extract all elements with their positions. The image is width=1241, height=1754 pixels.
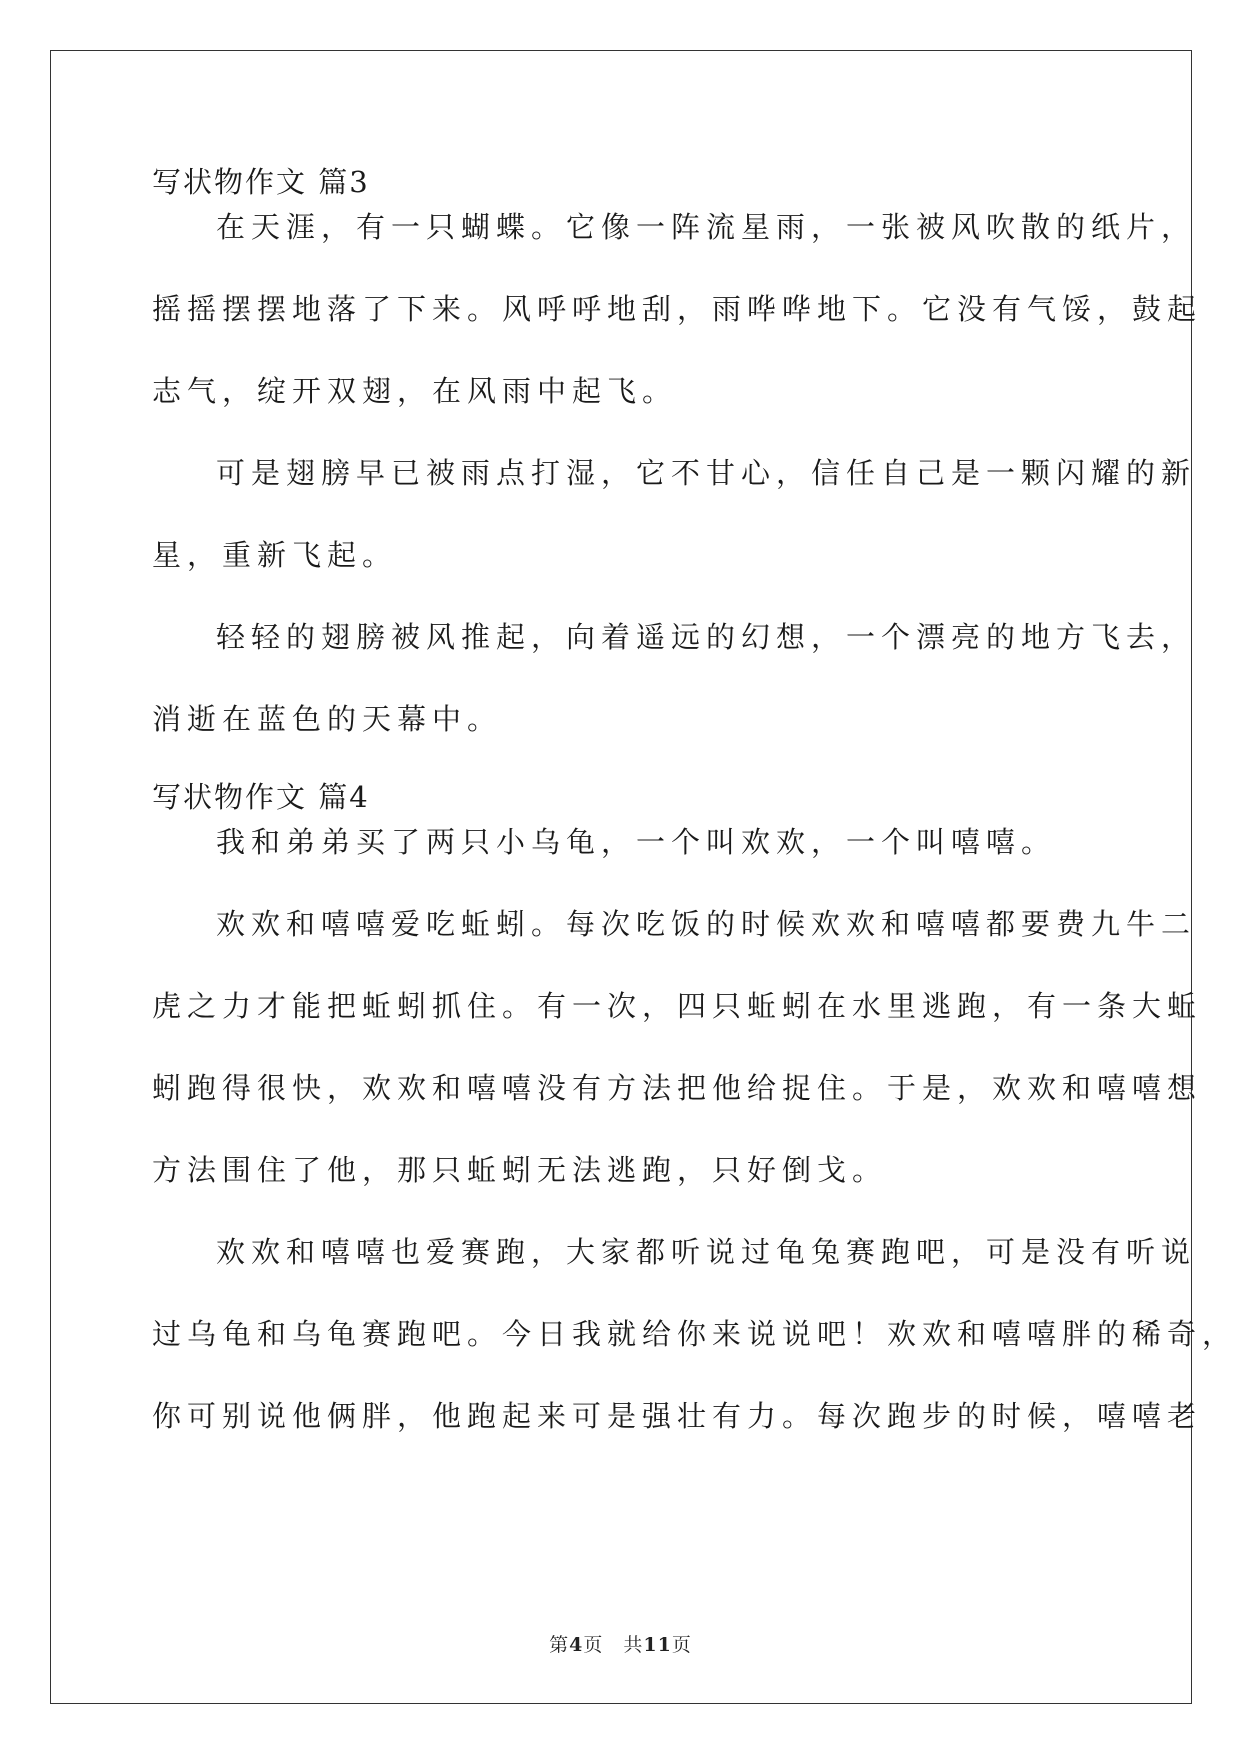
paragraph-line: 欢欢和嘻嘻爱吃蚯蚓。每次吃饭的时候欢欢和嘻嘻都要费九牛二	[216, 907, 1197, 941]
document-body	[152, 165, 1238, 1478]
paragraph-line: 蚓跑得很快，欢欢和嘻嘻没有方法把他给捉住。于是，欢欢和嘻嘻想	[152, 1071, 1203, 1105]
paragraph-line: 在天涯，有一只蝴蝶。它像一阵流星雨，一张被风吹散的纸片，	[216, 210, 1197, 244]
current-page-number: 4	[569, 1634, 584, 1656]
paragraph-line: 摇摇摆摆地落了下来。风呼呼地刮，雨哗哗地下。它没有气馁，鼓起	[152, 292, 1203, 326]
paragraph-line: 欢欢和嘻嘻也爱赛跑，大家都听说过龟兔赛跑吧，可是没有听说	[216, 1235, 1197, 1269]
section-heading: 写状物作文 篇3	[152, 165, 370, 199]
footer-prefix: 第	[549, 1634, 570, 1656]
page-footer	[0, 1630, 1241, 1657]
paragraph-line: 过乌龟和乌龟赛跑吧。今日我就给你来说说吧！欢欢和嘻嘻胖的稀奇，	[152, 1317, 1238, 1351]
paragraph-line: 我和弟弟买了两只小乌龟，一个叫欢欢，一个叫嘻嘻。	[216, 825, 1057, 859]
paragraph-line: 可是翅膀早已被雨点打湿，它不甘心，信任自己是一颗闪耀的新	[216, 456, 1197, 490]
footer-mid: 页 共	[583, 1634, 644, 1656]
footer-suffix: 页	[671, 1634, 692, 1656]
paragraph-line: 消逝在蓝色的天幕中。	[152, 702, 503, 736]
section-heading: 写状物作文 篇4	[152, 780, 370, 814]
total-page-count: 11	[643, 1634, 672, 1656]
paragraph-line: 虎之力才能把蚯蚓抓住。有一次，四只蚯蚓在水里逃跑，有一条大蚯	[152, 989, 1203, 1023]
paragraph-line: 轻轻的翅膀被风推起，向着遥远的幻想，一个漂亮的地方飞去，	[216, 620, 1197, 654]
paragraph-line: 星，重新飞起。	[152, 538, 398, 572]
paragraph-line: 你可别说他俩胖，他跑起来可是强壮有力。每次跑步的时候，嘻嘻老	[152, 1399, 1203, 1433]
paragraph-line: 方法围住了他，那只蚯蚓无法逃跑，只好倒戈。	[152, 1153, 888, 1187]
paragraph-line: 志气，绽开双翅，在风雨中起飞。	[152, 374, 678, 408]
